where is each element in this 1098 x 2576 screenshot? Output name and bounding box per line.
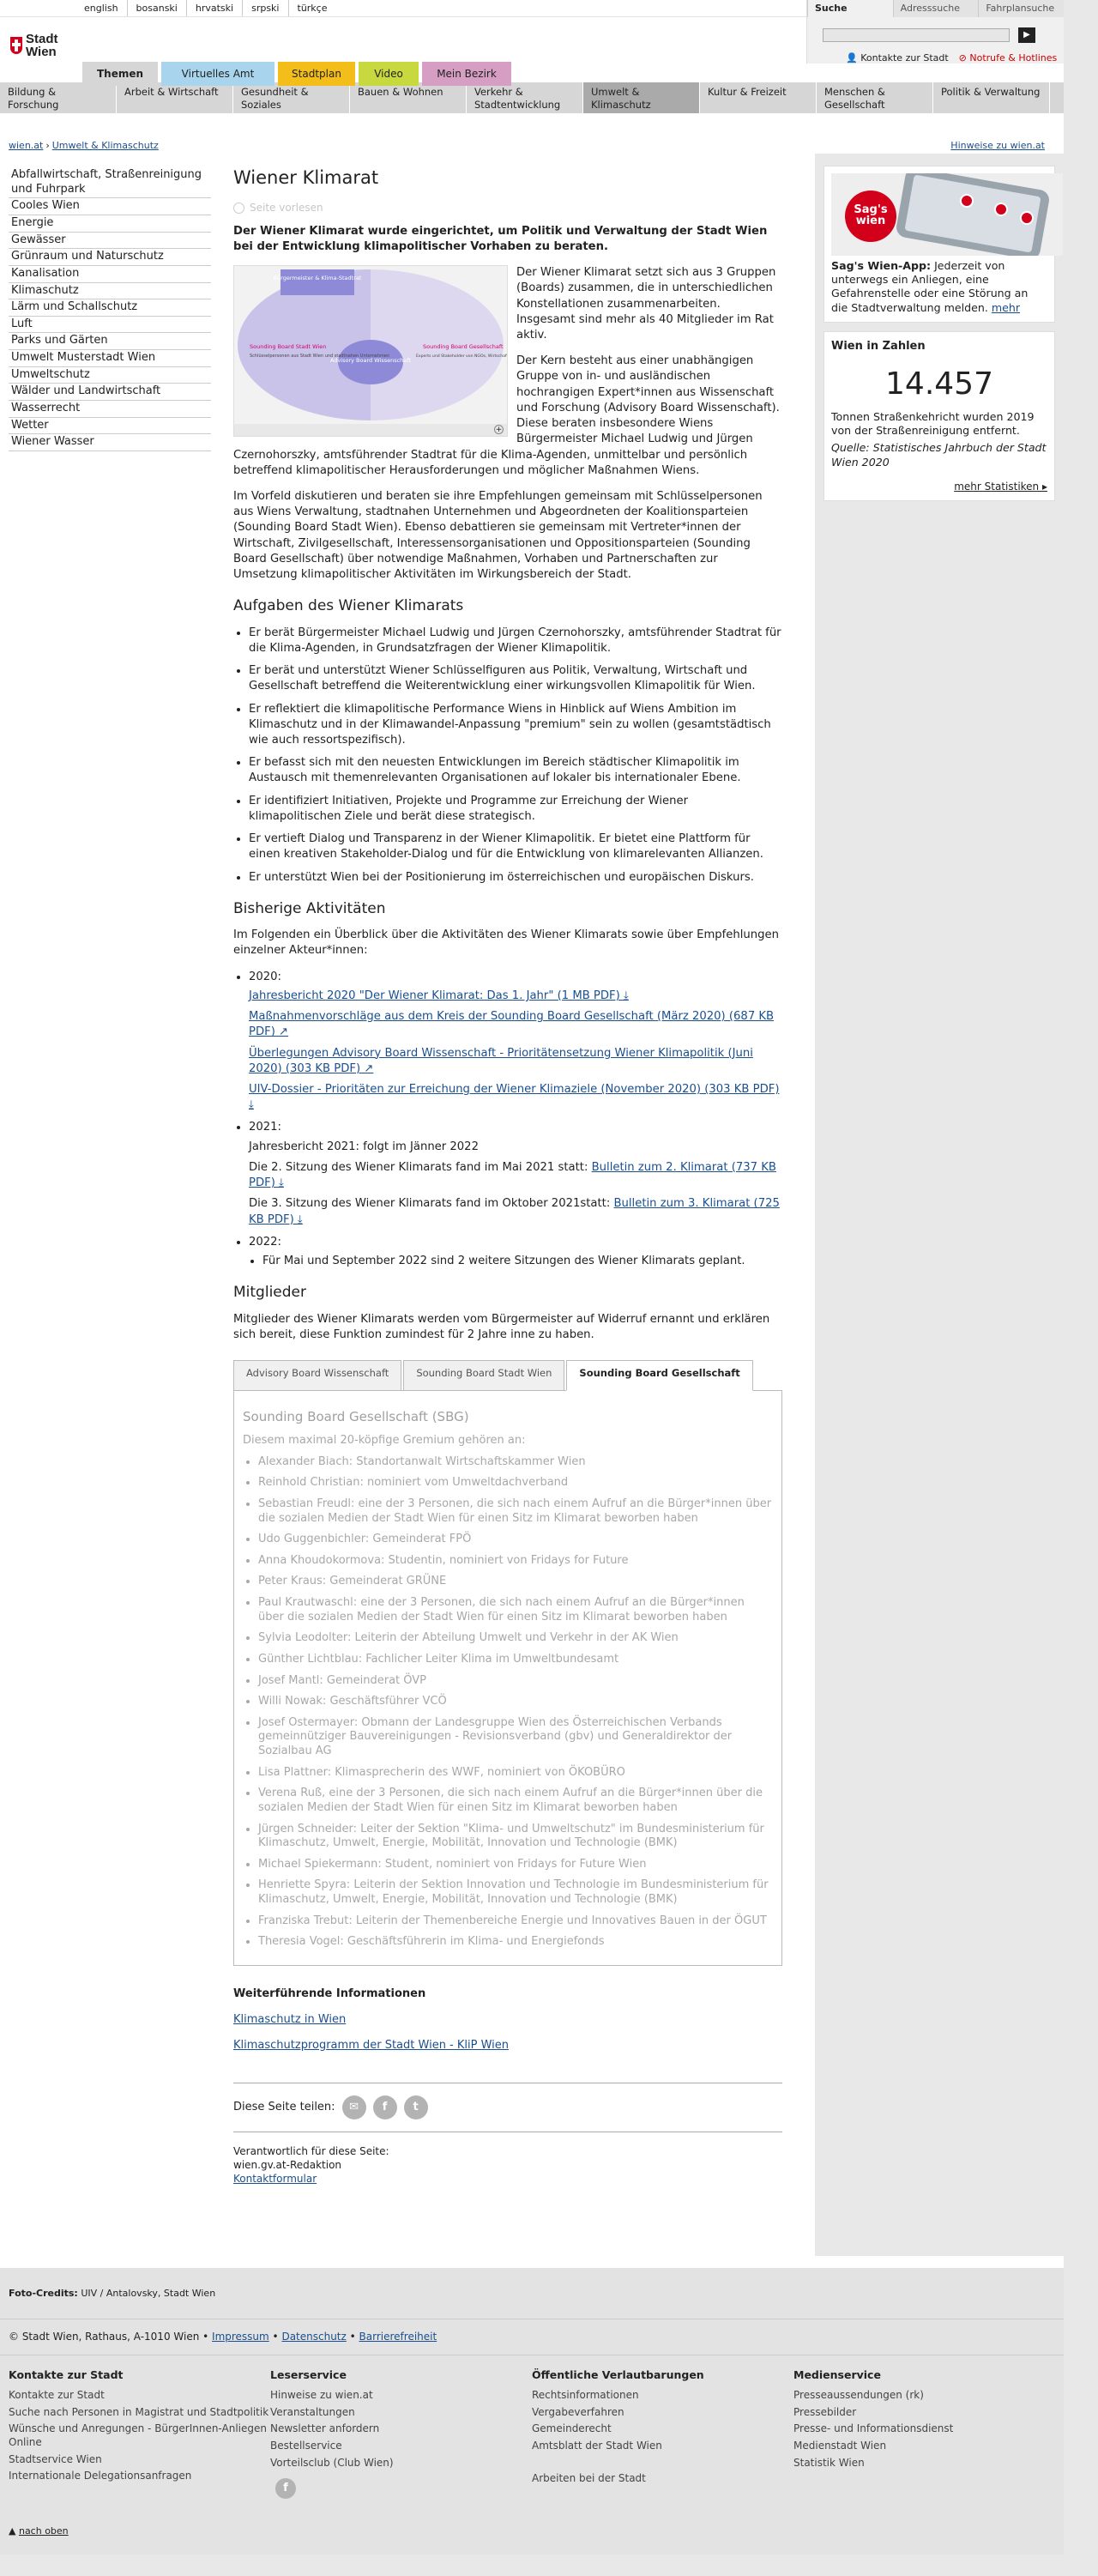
breadcrumb	[9, 139, 159, 152]
app-text: Jederzeit von unterwegs ein Anliegen, eine Gefahrenstelle oder eine Störung an die Stadtverwaltung melden.	[831, 259, 1029, 314]
further-info-title: Weiterführende Informationen	[233, 1986, 426, 2000]
report-link-2020[interactable]: Jahresbericht 2020 "Der Wiener Klimarat: Das 1. Jahr" (1 MB PDF) ⤓	[249, 989, 629, 1002]
footer-link[interactable]: Newsletter anfordern	[270, 2422, 380, 2435]
section-heading-tasks: Aufgaben des Wiener Klimarats	[233, 597, 464, 615]
twitter-share-icon[interactable]: t	[404, 2095, 428, 2119]
sbg-title: Sounding Board Gesellschaft (SBG)	[243, 1409, 469, 1425]
emergency-link[interactable]: ⊘ Notrufe & Hotlines	[958, 52, 1058, 63]
footer-link[interactable]: Presseaussendungen (rk)	[793, 2389, 924, 2402]
sbg-members-list	[243, 1455, 773, 1950]
task-item: • Er berät Bürgermeister Michael Ludwig und Jürgen Czernohorszky, amtsführender Stadtrat für die Klima-Agenden, in Grundsatzfragen der Wiener Klimapolitik.	[249, 626, 782, 656]
footer-link[interactable]: Stadtservice Wien	[9, 2452, 102, 2465]
footer-heading: Medienservice	[793, 2367, 881, 2381]
emergency-label: Notrufe & Hotlines	[969, 52, 1058, 63]
datenschutz-link[interactable]: Datenschutz	[281, 2331, 347, 2343]
session-3-text: Die 3. Sitzung des Wiener Klimarats fand im Oktober 2021statt:	[249, 1197, 614, 1211]
facts-source: Quelle: Statistisches Jahrbuch der Stadt Wien 2020	[831, 441, 1047, 469]
member-item: • Michael Spiekermann: Student, nominiert von Fridays for Future Wien	[258, 1858, 773, 1872]
footer-link[interactable]: Bestellservice	[270, 2439, 342, 2452]
diagram-center-label: Advisory Board Wissenschaft	[330, 357, 411, 365]
read-aloud-link[interactable]	[233, 201, 782, 215]
footer-link[interactable]: Statistik Wien	[793, 2456, 865, 2469]
session-2-text: Die 2. Sitzung des Wiener Klimarats fand im Mai 2021 statt:	[249, 1160, 592, 1174]
leftnav-item[interactable]: Lärm und Schallschutz	[9, 299, 211, 317]
photo-credits	[0, 2268, 1064, 2319]
leftnav-item[interactable]: Luft	[9, 317, 211, 334]
breadcrumb-section[interactable]: Umwelt & Klimaschutz	[51, 140, 159, 151]
leftnav-item[interactable]: Wiener Wasser	[9, 434, 211, 451]
diagram-right-label: Sounding Board Gesellschaft	[423, 343, 504, 351]
facts-number: 14.457	[885, 366, 993, 402]
sags-wien-card[interactable]	[824, 166, 1055, 322]
year-2021-label: 2021:	[249, 1121, 282, 1134]
klimarat-structure-figure[interactable]	[233, 265, 508, 437]
tasks-list	[233, 626, 782, 886]
breadcrumb-separator: ›	[45, 140, 50, 151]
klimaschutz-link[interactable]: Klimaschutz in Wien	[233, 2012, 347, 2026]
facts-title: Wien in Zahlen	[831, 339, 926, 353]
vienna-shield-icon	[10, 37, 22, 54]
footer-link[interactable]: Hinweise zu wien.at	[270, 2389, 373, 2402]
member-item: • Anna Khoudokormova: Studentin, nominiert von Fridays for Future	[258, 1554, 773, 1569]
task-item: • Er unterstützt Wien bei der Positionierung im österreichischen und europäischen Diskurs.	[249, 870, 782, 886]
tab-adresssuche[interactable]: Adresssuche	[893, 0, 979, 17]
member-item: • Franziska Trebut: Leiterin der Themenbereiche Energie und Innovatives Bauen in der ÖGUT	[258, 1914, 773, 1929]
themen-arbeit[interactable]: Arbeit & Wirtschaft	[117, 82, 233, 113]
contact-label: Kontakte zur Stadt	[860, 52, 949, 63]
tab-fahrplansuche[interactable]: Fahrplansuche	[978, 0, 1064, 17]
bulletin-2-link[interactable]: Bulletin zum 2. Klimarat (737 KB PDF) ⤓	[249, 1160, 776, 1190]
main-tabs	[82, 62, 511, 86]
task-item: • Er befasst sich mit den neuesten Entwicklungen im Bereich städtischer Klimapolitik im Austausch mit themenrelevanten Organisationen auf lokaler bis internationaler Ebene.	[249, 755, 782, 786]
paragraph: Der Wiener Klimarat setzt sich aus 3 Gruppen (Boards) zusammen, die in unterschiedlichen Konstellationen zusammenarbeiten. Insgesamt sind mehr als 40 Mitglieder im Rat aktiv.	[516, 266, 776, 342]
main-content	[233, 160, 782, 2256]
task-item: • Er identifiziert Initiativen, Projekte und Programme zur Erreichung der Wiener klimapolitischen Ziele und berät diese strategisch.	[249, 794, 782, 825]
responsible-block	[233, 2132, 782, 2186]
member-item: • Reinhold Christian: nominiert vom Umweltdachverband	[258, 1476, 773, 1491]
tab-themen[interactable]: Themen	[82, 62, 158, 86]
task-item: • Er vertieft Dialog und Transparenz in der Wiener Klimapolitik. Er bietet eine Plattform für einen kreativen Stakeholder-Dialog und für die Entwicklung von klimarelevanten Allianzen.	[249, 831, 782, 862]
tab-advisory-board[interactable]: Advisory Board Wissenschaft	[233, 1360, 401, 1391]
hint-link[interactable]: Hinweise zu wien.at	[950, 140, 1045, 151]
member-item: • Günther Lichtblau: Fachlicher Leiter Klima im Umweltbundesamt	[258, 1653, 773, 1667]
share-label: Diese Seite teilen:	[233, 2100, 335, 2113]
sbg-intro: Diesem maximal 20-köpfige Gremium gehören an:	[243, 1433, 526, 1447]
dossier-link-2020[interactable]: UIV-Dossier - Prioritäten zur Erreichung der Wiener Klimaziele (November 2020) (303 KB PDF) ⤓	[249, 1083, 780, 1112]
themen-gesundheit[interactable]: Gesundheit & Soziales	[233, 82, 350, 113]
footer-col-medienservice	[793, 2367, 1055, 2499]
tab-mein-bezirk[interactable]: Mein Bezirk	[422, 62, 511, 86]
leftnav-item[interactable]: Kanalisation	[9, 266, 211, 283]
member-item: • Willi Nowak: Geschäftsführer VCÖ	[258, 1695, 773, 1709]
footer-link[interactable]: Vorteilsclub (Club Wien)	[270, 2456, 394, 2469]
bulletin-3-link[interactable]: Bulletin zum 3. Klimarat (725 KB PDF) ⤓	[249, 1197, 780, 1226]
leftnav-item[interactable]: Wetter	[9, 418, 211, 435]
sags-wien-app-image	[831, 173, 1063, 256]
credits-label: Foto-Credits:	[9, 2288, 78, 2300]
year-2020-label: 2020:	[249, 970, 282, 983]
session-2-2021	[249, 1160, 782, 1191]
tab-suche[interactable]: Suche	[807, 0, 893, 17]
member-item: • Theresia Vogel: Geschäftsführerin im Klima- und Energiefonds	[258, 1935, 773, 1950]
footer-link[interactable]: Veranstaltungen	[270, 2405, 355, 2418]
more-statistics-link[interactable]: mehr Statistiken ▸	[954, 480, 1047, 493]
search-input[interactable]	[823, 28, 1010, 42]
diagram-left-label: Sounding Board Stadt Wien	[250, 343, 327, 351]
tab-sounding-board-stadt[interactable]: Sounding Board Stadt Wien	[403, 1360, 564, 1391]
facts-text: Tonnen Straßenkehricht wurden 2019 von der Straßenreinigung entfernt.	[831, 410, 1035, 438]
year-2022	[249, 1235, 782, 1269]
lang-hrvatski[interactable]: hrvatski	[187, 0, 243, 16]
members-tabpanel	[233, 1390, 782, 1966]
activities-list	[233, 970, 782, 1270]
footer-link[interactable]: Medienstadt Wien	[793, 2439, 887, 2452]
paragraph: Im Vorfeld diskutieren und beraten sie ihre Empfehlungen gemeinsam mit Schlüsselpersonen aus Wiens Verwaltung, stadtnahen Unternehmen und Abgeordneten der Koalitionsparteien (Sounding Board Stadt Wien). Ebenso debattieren sie gemeinsam mit Vertreter*innen der Wirtschaft, Zivilgesellschaft, Interessensorganisationen und Oppositionsparteien (Sounding Board Gesellschaft) über notwendige Maßnahmen, Vorhaben und Partnerschaften zur Umsetzung klimapolitischer Aktivitäten im Wirkungsbereich der Stadt.	[233, 489, 763, 582]
advisory-link-2020[interactable]: Überlegungen Advisory Board Wissenschaft - Prioritätensetzung Wiener Klimapolitik (Juni 2020) (303 KB PDF) ↗	[249, 1046, 753, 1075]
members-tabs	[233, 1360, 782, 1391]
footer-spacer	[532, 2457, 793, 2469]
member-item: • Josef Mantl: Gemeinderat ÖVP	[258, 1674, 773, 1689]
copyright-text: © Stadt Wien, Rathaus, A-1010 Wien •	[9, 2331, 213, 2343]
member-item: • Paul Krautwaschl: eine der 3 Personen, die sich nach einem Aufruf an die Bürger*innen über die sozialen Medien der Stadt Wien für einen Sitz im Klimarat beworben haben	[258, 1596, 773, 1624]
themen-verkehr[interactable]: Verkehr & Stadtentwicklung	[467, 82, 583, 113]
stadt-wien-logo[interactable]	[10, 33, 58, 58]
lead-text: Der Wiener Klimarat wurde eingerichtet, um Politik und Verwaltung der Stadt Wien bei der Entwicklung klimapolitischer Vorhaben zu beraten.	[233, 224, 768, 253]
themen-menschen[interactable]: Menschen & Gesellschaft	[817, 82, 933, 113]
speaker-icon	[233, 203, 244, 214]
separator: •	[268, 2331, 282, 2343]
further-info	[233, 1986, 782, 2053]
search-submit-button[interactable]: ▶	[1018, 27, 1035, 43]
tab-video[interactable]: Video	[359, 62, 419, 86]
footer-col-verlautbarungen	[532, 2367, 793, 2499]
barrierefreiheit-link[interactable]: Barrierefreiheit	[359, 2331, 437, 2343]
section-heading-members: Mitglieder	[233, 1284, 306, 1302]
page-title: Wiener Klimarat	[233, 167, 379, 189]
member-item: • Sylvia Leodolter: Leiterin der Abteilung Umwelt und Verkehr in der AK Wien	[258, 1631, 773, 1646]
activities-intro: Im Folgenden ein Überblick über die Aktivitäten des Wiener Klimarats sowie über Empfehlungen einzelner Akteur*innen:	[233, 928, 779, 958]
share-row	[233, 2083, 782, 2119]
themen-politik[interactable]: Politik & Verwaltung	[933, 82, 1050, 113]
member-item: • Peter Kraus: Gemeinderat GRÜNE	[258, 1575, 773, 1589]
separator: •	[346, 2331, 359, 2343]
zoom-icon[interactable]: +	[495, 426, 503, 435]
app-more-link[interactable]: mehr	[991, 300, 1021, 314]
member-item: • Henriette Spyra: Leiterin der Sektion Innovation und Technologie im Bundesministerium für Klimaschutz, Umwelt, Energie, Mobilität, Innovation und Technologie (BMK)	[258, 1878, 773, 1907]
tab-virtuelles-amt[interactable]: Virtuelles Amt	[161, 62, 274, 86]
footer-heading: Öffentliche Verlautbarungen	[532, 2367, 704, 2381]
leftnav-item[interactable]: Parks und Gärten	[9, 333, 211, 350]
back-to-top[interactable]: ▲ nach oben	[0, 2511, 1064, 2555]
responsible-editor: wien.gv.at-Redaktion	[233, 2158, 342, 2171]
footer-link[interactable]: Vergabeverfahren	[532, 2405, 624, 2418]
footer-link[interactable]: Arbeiten bei der Stadt	[532, 2471, 646, 2484]
member-item: • Udo Guggenbichler: Gemeinderat FPÖ	[258, 1533, 773, 1547]
member-item: • Lisa Plattner: Klimasprecherin des WWF, nominiert von ÖKOBÜRO	[258, 1766, 773, 1781]
right-sidebar	[815, 154, 1064, 2256]
themen-navigation	[0, 82, 1064, 113]
sags-wien-badge: Sag's wien	[845, 190, 896, 242]
footer-link[interactable]: Amtsblatt der Stadt Wien	[532, 2439, 662, 2452]
member-item: • Josef Ostermayer: Obmann der Landesgruppe Wien des Österreichischen Verbands gemeinnütziger Bauvereinigungen - Revisionsverband (gbv) und Generaldirektor der Sozialbau AG	[258, 1716, 773, 1759]
year-2020	[249, 970, 782, 1114]
leftnav-item[interactable]: Wälder und Landwirtschaft	[9, 384, 211, 401]
credits-text: UIV / Antalovsky, Stadt Wien	[77, 2288, 216, 2300]
members-intro: Mitglieder des Wiener Klimarats werden vom Bürgermeister auf Widerruf ernannt und erklären sich bereit, diese Funktion zumindest für 2 Jahre inne zu haben.	[233, 1312, 770, 1341]
facebook-icon[interactable]: f	[275, 2478, 296, 2499]
footer-heading: Kontakte zur Stadt	[9, 2367, 124, 2381]
plan-2022: • Für Mai und September 2022 sind 2 weitere Sitzungen des Wiener Klimarats geplant.	[262, 1254, 782, 1269]
paragraph: Der Kern besteht aus einer unabhängigen Gruppe von in- und ausländischen hochrangigen Expert*innen aus Wissenschaft und Forschung (Advisory Board Wissenschaft). Diese beraten insbesondere Wiens Bürgermeister Michael Ludwig und Jürgen Czernohorszky, amtsführender Stadtrat für die Klima-Agenden, unmittelbar und persönlich betreffend klimapolitischer Herausforderungen und möglicher Maßnahmen Wiens.	[233, 354, 780, 477]
footer-link[interactable]: Kontakte zur Stadt	[9, 2389, 105, 2402]
wien-in-zahlen-card	[824, 331, 1055, 502]
leftnav-item[interactable]: Umweltschutz	[9, 367, 211, 384]
year-2021	[249, 1120, 782, 1227]
footer-col-kontakte	[9, 2367, 270, 2499]
leftnav-item[interactable]: Gewässer	[9, 233, 211, 250]
footer-link[interactable]: Internationale Delegationsanfragen	[9, 2470, 192, 2482]
app-title: Sag's Wien-App:	[831, 259, 932, 273]
leftnav-item[interactable]: Cooles Wien	[9, 198, 211, 215]
themen-umwelt[interactable]: Umwelt & Klimaschutz	[583, 82, 700, 113]
impressum-link[interactable]: Impressum	[212, 2331, 269, 2343]
task-item: • Er berät und unterstützt Wiener Schlüsselfiguren aus Politik, Verwaltung, Wirtschaft und Gesellschaft betreffend die Weiterentwicklung einer wirkungsvollen Klimapolitik für Wien.	[249, 663, 782, 694]
footer-link[interactable]: Gemeinderecht	[532, 2422, 612, 2435]
diagram-top-label: Bürgermeister & Klima-Stadtrat	[273, 275, 362, 282]
breadcrumb-row	[0, 113, 1064, 152]
leftnav-item[interactable]: Energie	[9, 215, 211, 233]
leftnav-item[interactable]: Klimaschutz	[9, 283, 211, 300]
logo-line2: Wien	[26, 45, 57, 59]
lang-bosanski[interactable]: bosanski	[128, 0, 187, 16]
top-links	[846, 51, 1057, 64]
facebook-share-icon[interactable]: f	[373, 2095, 397, 2119]
leftnav-item[interactable]: Wasserrecht	[9, 401, 211, 418]
footer-heading: Leserservice	[270, 2367, 347, 2381]
leftnav-item[interactable]: Grünraum und Naturschutz	[9, 249, 211, 266]
copyright-row	[0, 2319, 1064, 2355]
member-item: • Verena Ruß, eine der 3 Personen, die sich nach einem Aufruf an die Bürger*innen über die sozialen Medien der Stadt Wien für einen Sitz im Klimarat beworben haben	[258, 1787, 773, 1815]
member-item: • Sebastian Freudl: eine der 3 Personen, die sich nach einem Aufruf an die Bürger*innen über die sozialen Medien der Stadt Wien für einen Sitz im Klimarat beworben haben	[258, 1497, 773, 1526]
footer-columns	[0, 2355, 1064, 2511]
klip-link[interactable]: Klimaschutzprogramm der Stadt Wien - KliP Wien	[233, 2038, 510, 2052]
session-3-2021	[249, 1196, 782, 1227]
figure-caption-bar	[234, 424, 507, 436]
back-to-top-link[interactable]: nach oben	[18, 2525, 69, 2537]
tab-stadtplan[interactable]: Stadtplan	[278, 62, 355, 86]
logo-line1: Stadt	[26, 32, 58, 46]
footer-link[interactable]: Rechtsinformationen	[532, 2389, 639, 2402]
footer-link[interactable]: Suche nach Personen in Magistrat und Stadtpolitik	[9, 2405, 269, 2418]
lang-srpski[interactable]: srpski	[243, 0, 288, 16]
footer-link[interactable]: Presse- und Informationsdienst	[793, 2422, 954, 2435]
contact-link[interactable]: 👤 Kontakte zur Stadt	[846, 52, 949, 63]
member-item: • Jürgen Schneider: Leiter der Sektion "Klima- und Umweltschutz" im Bundesministerium für Klimaschutz, Umwelt, Energie, Mobilität, Innovation und Technologie (BMK)	[258, 1823, 773, 1851]
read-aloud-label: Seite vorlesen	[250, 202, 323, 215]
diagram-right-sub: Experts und Stakeholder von NGOs, Wirtschaf	[416, 354, 507, 360]
lang-english[interactable]: english	[75, 0, 128, 16]
diagram-left-sub: Schlüsselpersonen aus Stadt Wien und stadtnahen Unternehmen	[250, 354, 390, 360]
task-item: • Er reflektiert die klimapolitische Performance Wiens in Hinblick auf Wiens Ambition im Klimaschutz und in der Klimawandel-Anpassung "premium" sein zu wollen (gesamtstädtisch wie auch ressortspezifisch).	[249, 702, 782, 749]
breadcrumb-home[interactable]: wien.at	[9, 140, 44, 151]
themen-kultur[interactable]: Kultur & Freizeit	[700, 82, 817, 113]
section-heading-activities: Bisherige Aktivitäten	[233, 899, 386, 917]
leftnav-item[interactable]: Abfallwirtschaft, Straßenreinigung und Fuhrpark	[9, 167, 211, 198]
contact-form-link[interactable]: Kontaktformular	[233, 2173, 317, 2186]
member-item: • Alexander Biach: Standortanwalt Wirtschaftskammer Wien	[258, 1455, 773, 1470]
themen-bauen[interactable]: Bauen & Wohnen	[350, 82, 467, 113]
footer-col-leserservice	[270, 2367, 532, 2499]
email-share-icon[interactable]: ✉	[342, 2095, 366, 2119]
footer-link[interactable]: Pressebilder	[793, 2405, 857, 2418]
left-navigation	[0, 160, 211, 2256]
measures-link-2020[interactable]: Maßnahmenvorschläge aus dem Kreis der Sounding Board Gesellschaft (März 2020) (687 KB PDF) ↗	[249, 1010, 775, 1039]
tab-sounding-board-gesellschaft[interactable]: Sounding Board Gesellschaft	[566, 1360, 752, 1391]
lang-turkce[interactable]: türkçe	[297, 3, 328, 14]
year-2022-label: 2022:	[249, 1235, 282, 1249]
diagram-top-box	[281, 269, 354, 295]
leftnav-item[interactable]: Umwelt Musterstadt Wien	[9, 350, 211, 367]
structure-diagram	[234, 266, 507, 424]
footer-link[interactable]: Wünsche und Anregungen - BürgerInnen-Anliegen Online	[9, 2422, 267, 2448]
themen-bildung[interactable]: Bildung & Forschung	[0, 82, 117, 113]
responsible-label: Verantwortlich für diese Seite:	[233, 2144, 389, 2157]
report-2021: Jahresbericht 2021: folgt im Jänner 2022	[249, 1140, 479, 1153]
